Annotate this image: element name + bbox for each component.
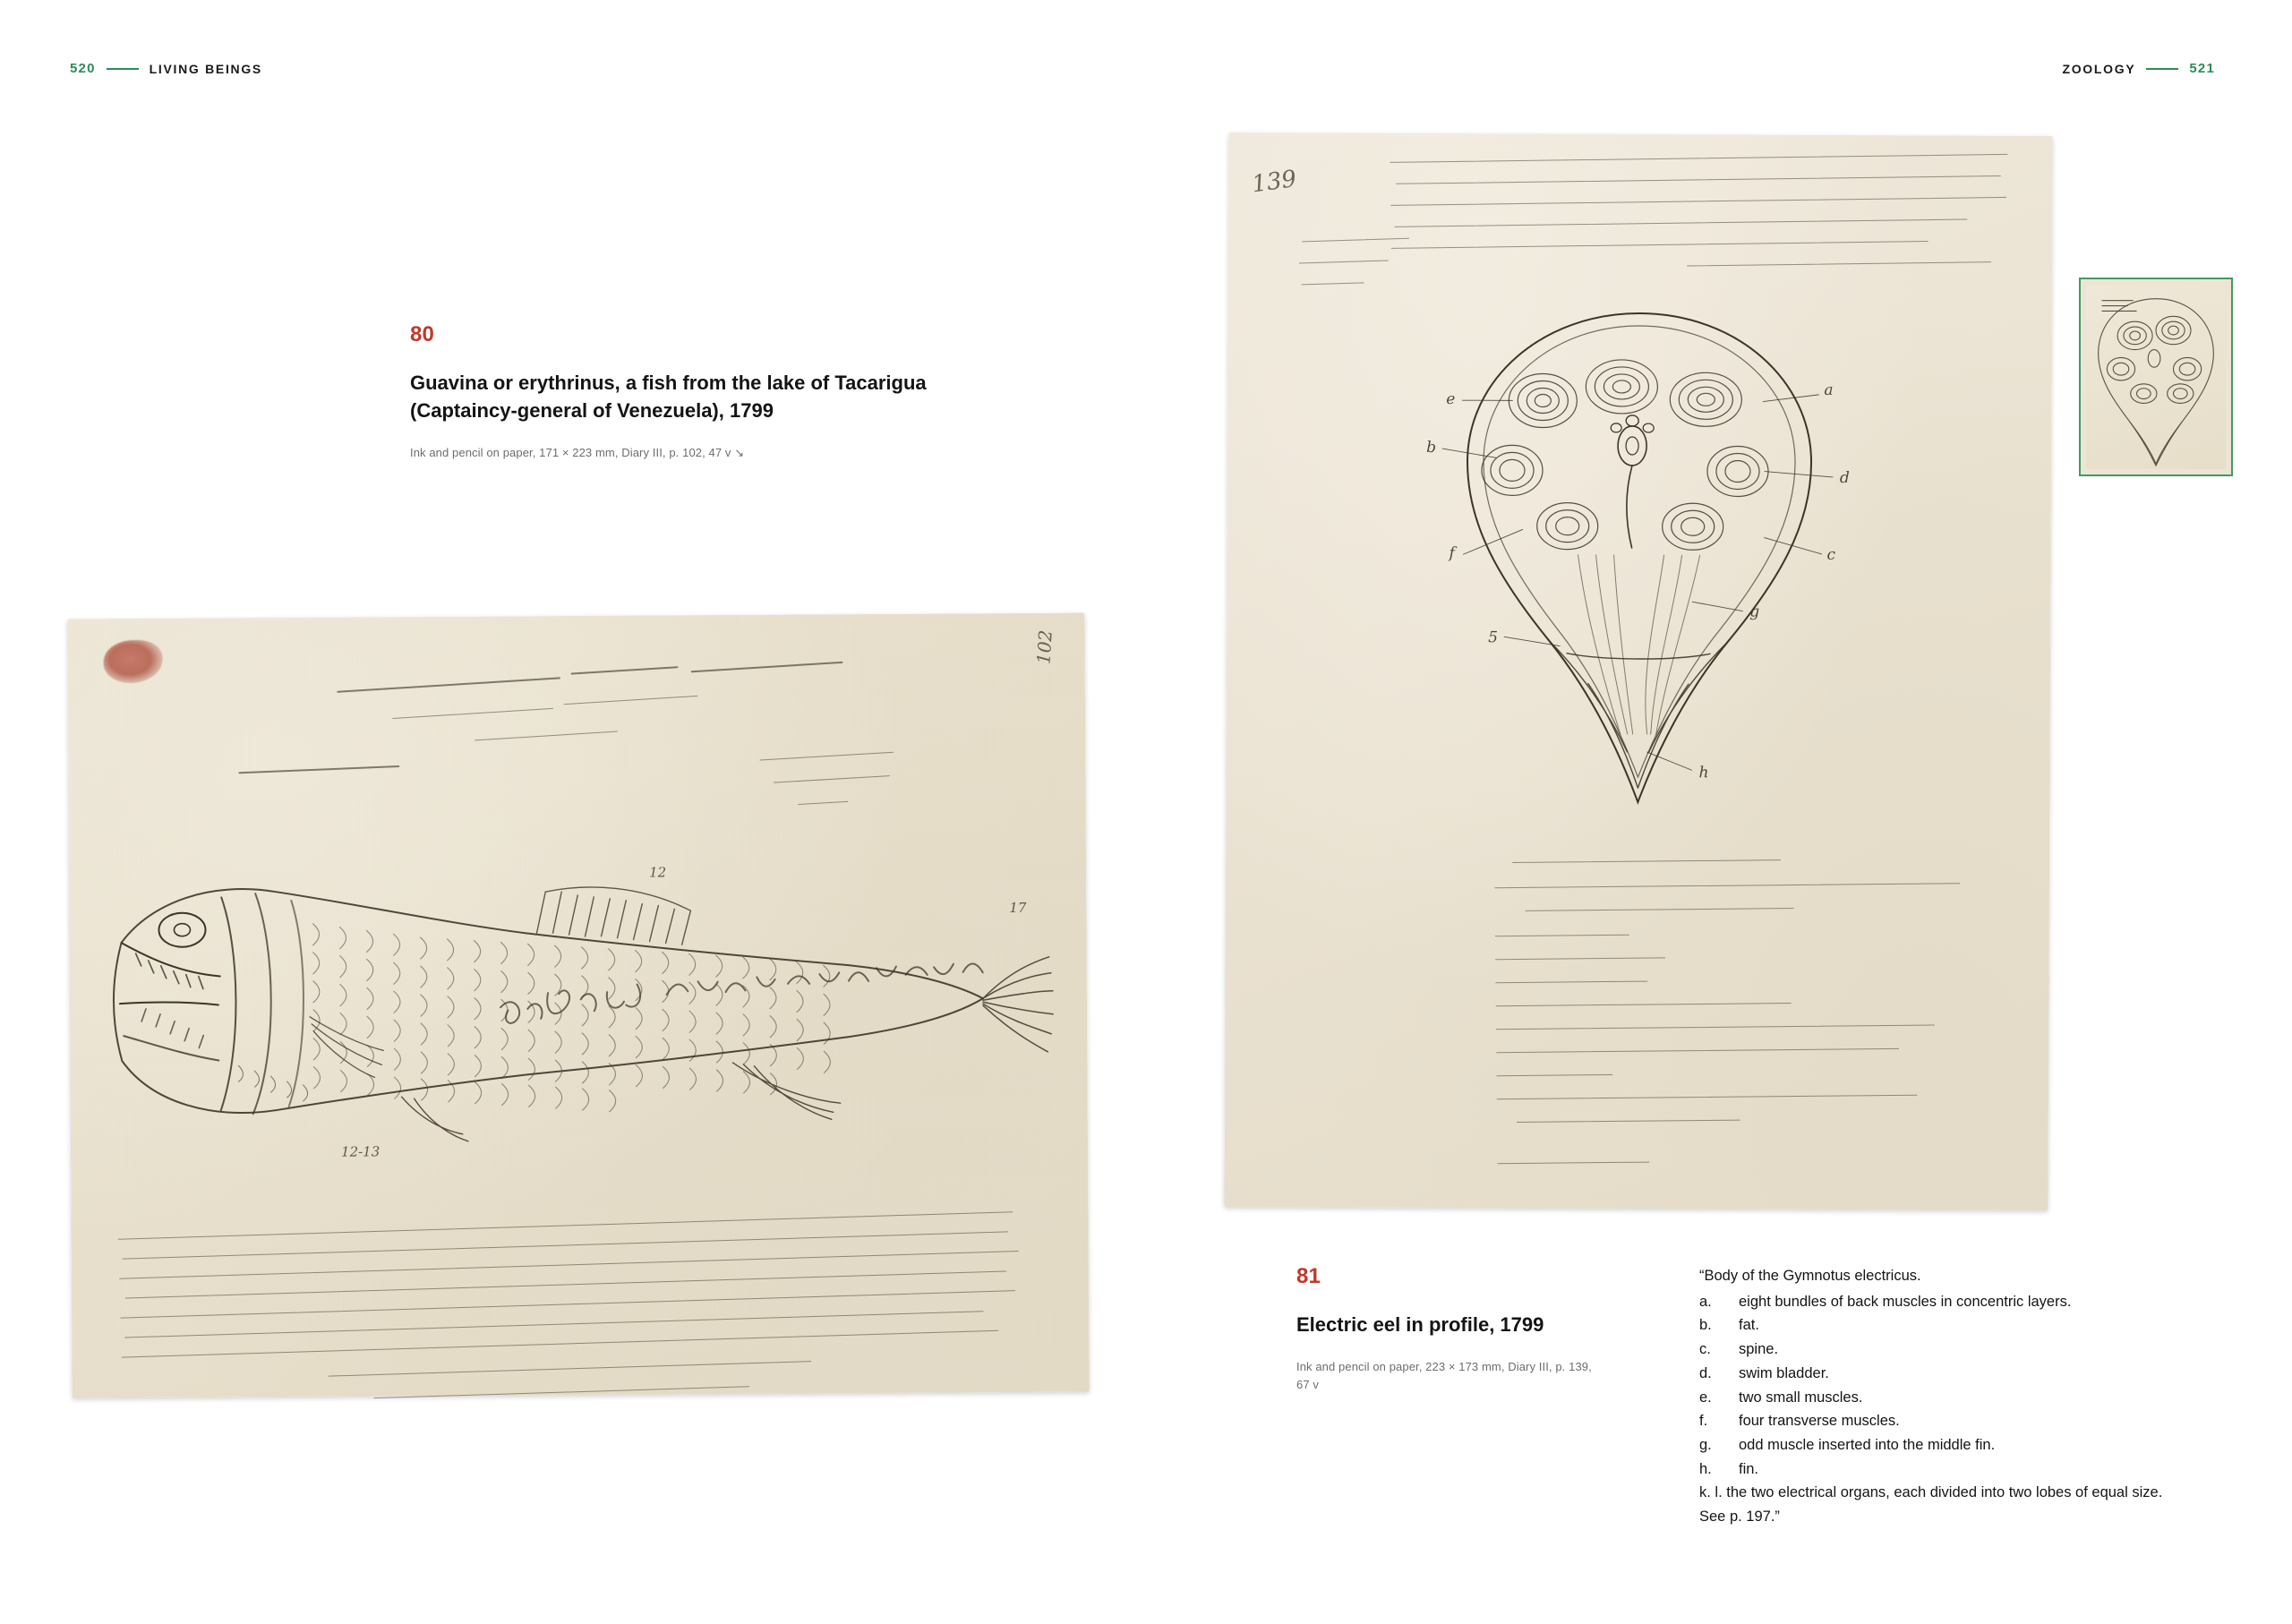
diagram-label-d: d	[1839, 468, 1850, 488]
legend-list	[1699, 1290, 2174, 1482]
section-title-right: ZOOLOGY	[2062, 61, 2136, 76]
diagram-label-g: g	[1749, 603, 1760, 621]
legend-key: e.	[1699, 1389, 1712, 1406]
detail-thumbnail[interactable]	[2079, 278, 2233, 476]
list-item	[1699, 1386, 2174, 1410]
diagram-label-b: b	[1426, 438, 1437, 457]
list-item	[1699, 1290, 2174, 1314]
page-number-left: 520	[70, 61, 96, 76]
plate-number-81: 81	[1296, 1264, 1321, 1288]
legend-value: swim bladder.	[1739, 1364, 1829, 1381]
drawing-label-12-13: 12-13	[340, 1143, 381, 1160]
plate-meta-80: Ink and pencil on paper, 171 × 223 mm, Diary III, p. 102, 47 v ↘	[410, 446, 745, 460]
legend-value: odd muscle inserted into the middle fin.	[1739, 1437, 1996, 1454]
diagram-label-e: e	[1446, 390, 1456, 409]
plate-meta-81: Ink and pencil on paper, 223 × 173 mm, Diary III, p. 139, 67 v	[1296, 1360, 1592, 1391]
manuscript-folio-number: 102	[1032, 628, 1056, 665]
list-item	[1699, 1338, 2174, 1362]
legend-key: c.	[1699, 1341, 1711, 1358]
legend-81	[1699, 1264, 2174, 1529]
plate-number-80: 80	[410, 322, 435, 346]
legend-key: h.	[1699, 1460, 1712, 1477]
legend-tail: k. l. the two electrical organs, each divided into two lobes of equal size. See p. 197.”	[1699, 1484, 2163, 1526]
drawing-label-17: 17	[1009, 899, 1027, 917]
running-head-right	[2062, 61, 2215, 76]
manuscript-plate-80	[67, 613, 1089, 1398]
manuscript-page-number: 139	[1250, 166, 1298, 199]
diagram-label-f: f	[1449, 544, 1455, 563]
page-number-right: 521	[2189, 61, 2215, 76]
diagram-label-h: h	[1698, 764, 1709, 782]
legend-value: eight bundles of back muscles in concentric layers.	[1739, 1293, 2072, 1310]
rule-decoration	[2146, 68, 2178, 70]
legend-key: d.	[1699, 1364, 1712, 1381]
diagram-label-c: c	[1826, 545, 1836, 564]
running-head-left	[70, 61, 262, 76]
diagram-label-5: 5	[1488, 628, 1499, 647]
section-title-left: LIVING BEINGS	[149, 61, 262, 76]
diagram-label-a: a	[1824, 380, 1834, 399]
legend-key: b.	[1699, 1317, 1712, 1334]
thumbnail-image	[2086, 285, 2226, 469]
caption-block-81	[1296, 1264, 1592, 1393]
legend-value: fat.	[1739, 1317, 1759, 1334]
plate-title-81: Electric eel in profile, 1799	[1296, 1313, 1544, 1336]
rule-decoration	[107, 68, 139, 70]
legend-lead: “Body of the Gymnotus electricus.	[1699, 1268, 1921, 1284]
fish-drawing	[105, 837, 1056, 1183]
legend-key: a.	[1699, 1293, 1712, 1310]
list-item	[1699, 1313, 2174, 1338]
legend-key: f.	[1699, 1413, 1708, 1430]
legend-value: fin.	[1739, 1460, 1759, 1477]
list-item	[1699, 1362, 2174, 1386]
legend-value: four transverse muscles.	[1739, 1413, 1900, 1430]
list-item	[1699, 1409, 2174, 1433]
plate-title-80: Guavina or erythrinus, a fish from the lake of Tacarigua (Captaincy-general of Venezuela), 1799	[410, 372, 927, 423]
manuscript-left-note	[1248, 238, 1409, 243]
manuscript-french-legend	[1494, 858, 1996, 862]
legend-value: two small muscles.	[1739, 1389, 1863, 1406]
thumbnail-diagram	[2086, 285, 2226, 469]
drawing-label-12: 12	[649, 864, 667, 881]
eel-cross-section-diagram	[1226, 285, 2052, 843]
manuscript-plate-81	[1224, 132, 2052, 1210]
legend-key: g.	[1699, 1437, 1712, 1454]
manuscript-top-text	[1390, 154, 2017, 162]
list-item	[1699, 1433, 2174, 1457]
caption-block-80	[410, 322, 983, 462]
legend-value: spine.	[1739, 1341, 1779, 1358]
list-item	[1699, 1457, 2174, 1482]
